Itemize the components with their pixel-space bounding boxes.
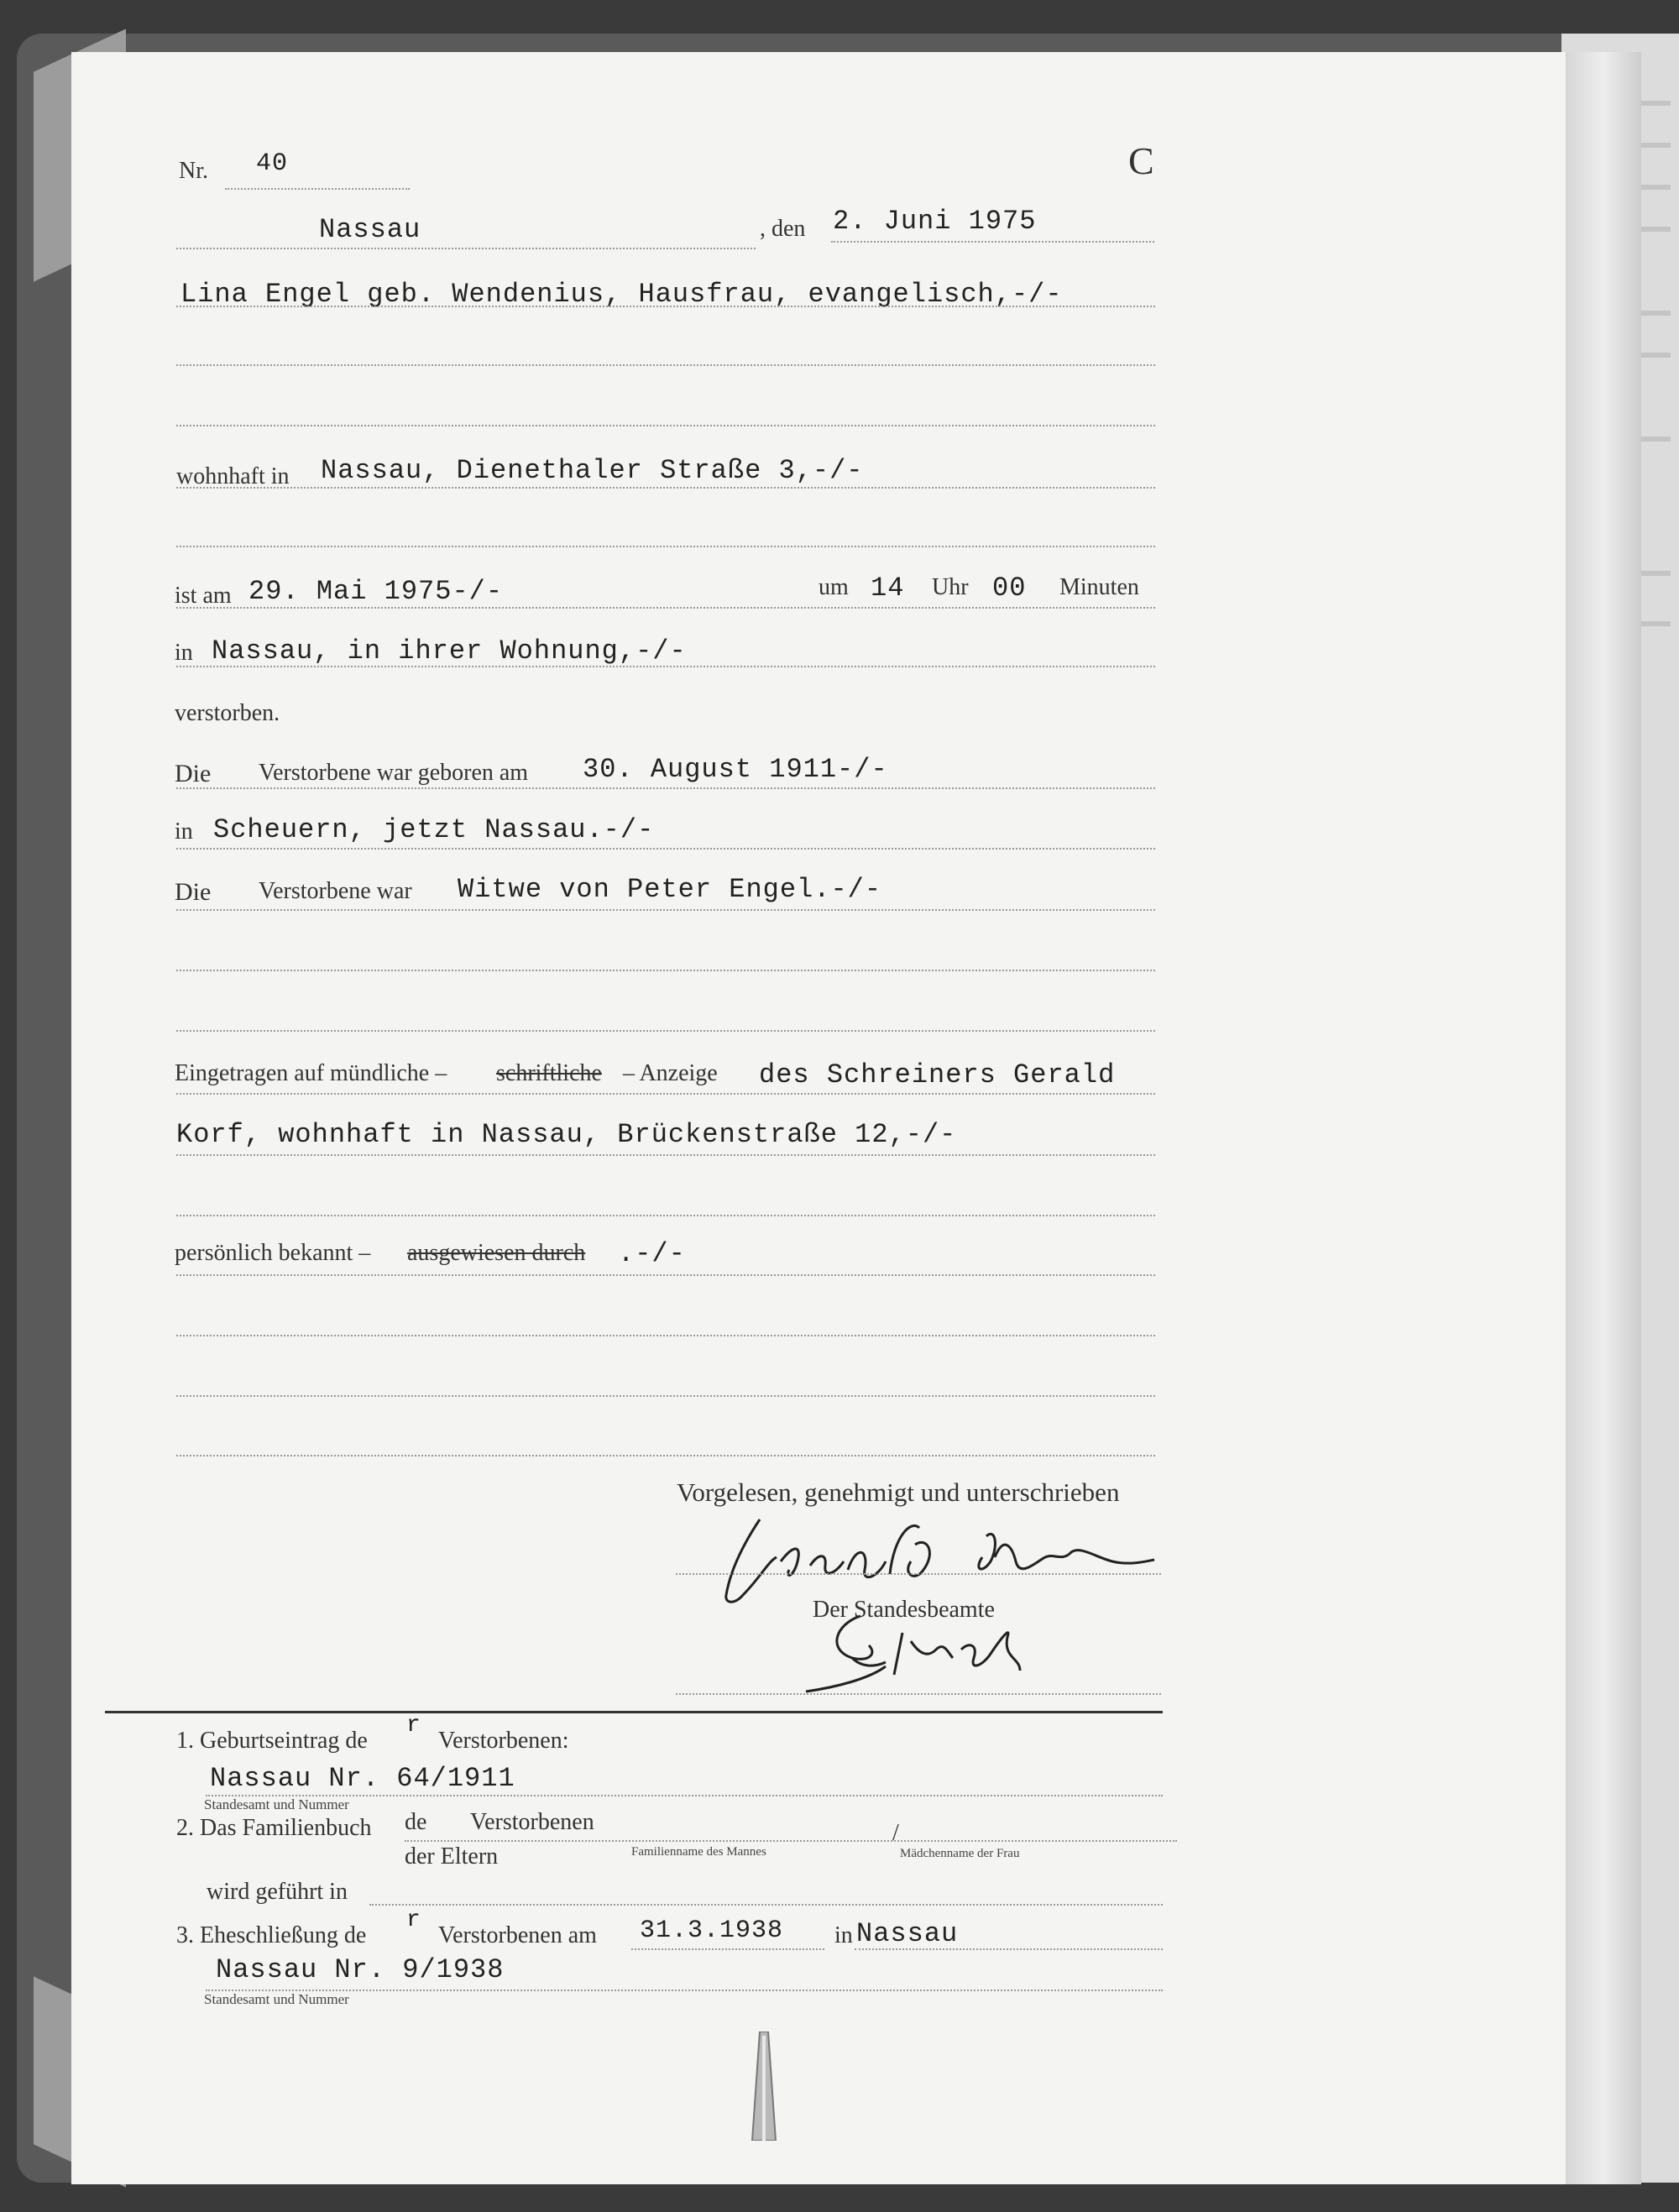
verstorben-label: verstorben. bbox=[175, 700, 280, 726]
informant-line2: Korf, wohnhaft in Nassau, Brückenstraße 12,-/- bbox=[176, 1119, 957, 1150]
birth-die-label: Die bbox=[175, 760, 212, 787]
death-place: Nassau, in ihrer Wohnung,-/- bbox=[212, 635, 687, 667]
anzeige-label: – Anzeige bbox=[623, 1060, 718, 1086]
familienname-label: Familienname des Mannes bbox=[631, 1845, 766, 1859]
note3-value: Nassau Nr. 9/1938 bbox=[216, 1954, 505, 1985]
death-in-label: in bbox=[175, 640, 193, 666]
eingetragen-label: Eingetragen auf mündliche – bbox=[175, 1060, 447, 1086]
register-page bbox=[71, 52, 1566, 2184]
den-label: , den bbox=[760, 216, 806, 242]
minuten-label: Minuten bbox=[1059, 574, 1139, 600]
note3-suffix: r bbox=[406, 1907, 421, 1933]
pen-icon bbox=[739, 2032, 789, 2141]
wohnhaft-label: wohnhaft in bbox=[176, 463, 290, 489]
informant-line1: des Schreiners Gerald bbox=[759, 1059, 1116, 1090]
place: Nassau bbox=[319, 214, 421, 245]
status-die-label: Die bbox=[175, 878, 212, 906]
uhr-label: Uhr bbox=[932, 574, 969, 600]
slash: / bbox=[892, 1820, 899, 1846]
vorgelesen-label: Vorgelesen, genehmigt und unterschrieben bbox=[677, 1477, 1120, 1507]
nr-value: 40 bbox=[256, 149, 289, 178]
death-date: 29. Mai 1975-/- bbox=[248, 576, 504, 607]
date: 2. Juni 1975 bbox=[833, 206, 1037, 237]
gefuehrt-label: wird geführt in bbox=[207, 1879, 348, 1905]
death-hour: 14 bbox=[871, 573, 905, 604]
status-value: Witwe von Peter Engel.-/- bbox=[458, 874, 882, 905]
note1-label2: Verstorbenen: bbox=[438, 1728, 569, 1754]
wohnhaft-value: Nassau, Dienethaler Straße 3,-/- bbox=[321, 455, 864, 486]
note3-label: 3. Eheschließung de bbox=[176, 1922, 367, 1948]
note3-date: 31.3.1938 bbox=[640, 1917, 784, 1945]
deceased-line1: Lina Engel geb. Wendenius, Hausfrau, evangelisch,-/- bbox=[180, 279, 1063, 310]
note1-suffix: r bbox=[406, 1713, 421, 1739]
registrar-signature bbox=[802, 1608, 1054, 1700]
note3-in: in bbox=[834, 1922, 853, 1948]
death-minutes: 00 bbox=[992, 573, 1027, 604]
note1-label: 1. Geburtseintrag de bbox=[176, 1728, 368, 1754]
note3-place: Nassau bbox=[856, 1918, 959, 1949]
note1-value: Nassau Nr. 64/1911 bbox=[210, 1763, 515, 1794]
bekannt-value: .-/- bbox=[618, 1238, 686, 1269]
note2-eltern: der Eltern bbox=[405, 1843, 499, 1869]
um-label: um bbox=[819, 574, 849, 600]
struck-schriftliche: schriftliche bbox=[496, 1060, 602, 1086]
section-rule bbox=[105, 1711, 1163, 1713]
note2-verstorbenen: Verstorbenen bbox=[470, 1809, 594, 1835]
maedchenname-label: Mädchenname der Frau bbox=[900, 1847, 1020, 1860]
birth-in-label: in bbox=[175, 818, 193, 845]
standesbeamte-label: Der Standesbeamte bbox=[813, 1597, 995, 1623]
ist-am-label: ist am bbox=[175, 583, 232, 609]
note3-label2: Verstorbenen am bbox=[438, 1922, 597, 1948]
register-letter: C bbox=[1128, 139, 1154, 182]
nr-label: Nr. bbox=[179, 158, 208, 184]
geboren-label: Verstorbene war geboren am bbox=[259, 760, 529, 786]
struck-ausgewiesen: ausgewiesen durch bbox=[407, 1240, 586, 1266]
birth-place: Scheuern, jetzt Nassau.-/- bbox=[213, 814, 655, 845]
bekannt-label: persönlich bekannt – bbox=[175, 1240, 371, 1266]
standesamt-label-2: Standesamt und Nummer bbox=[204, 1991, 349, 2007]
standesamt-label: Standesamt und Nummer bbox=[204, 1796, 349, 1812]
status-war-label: Verstorbene war bbox=[259, 878, 412, 904]
note2-de: de bbox=[405, 1809, 427, 1835]
birth-date: 30. August 1911-/- bbox=[583, 754, 888, 785]
note2-label: 2. Das Familienbuch bbox=[176, 1815, 372, 1841]
page-edge bbox=[1566, 52, 1641, 2184]
